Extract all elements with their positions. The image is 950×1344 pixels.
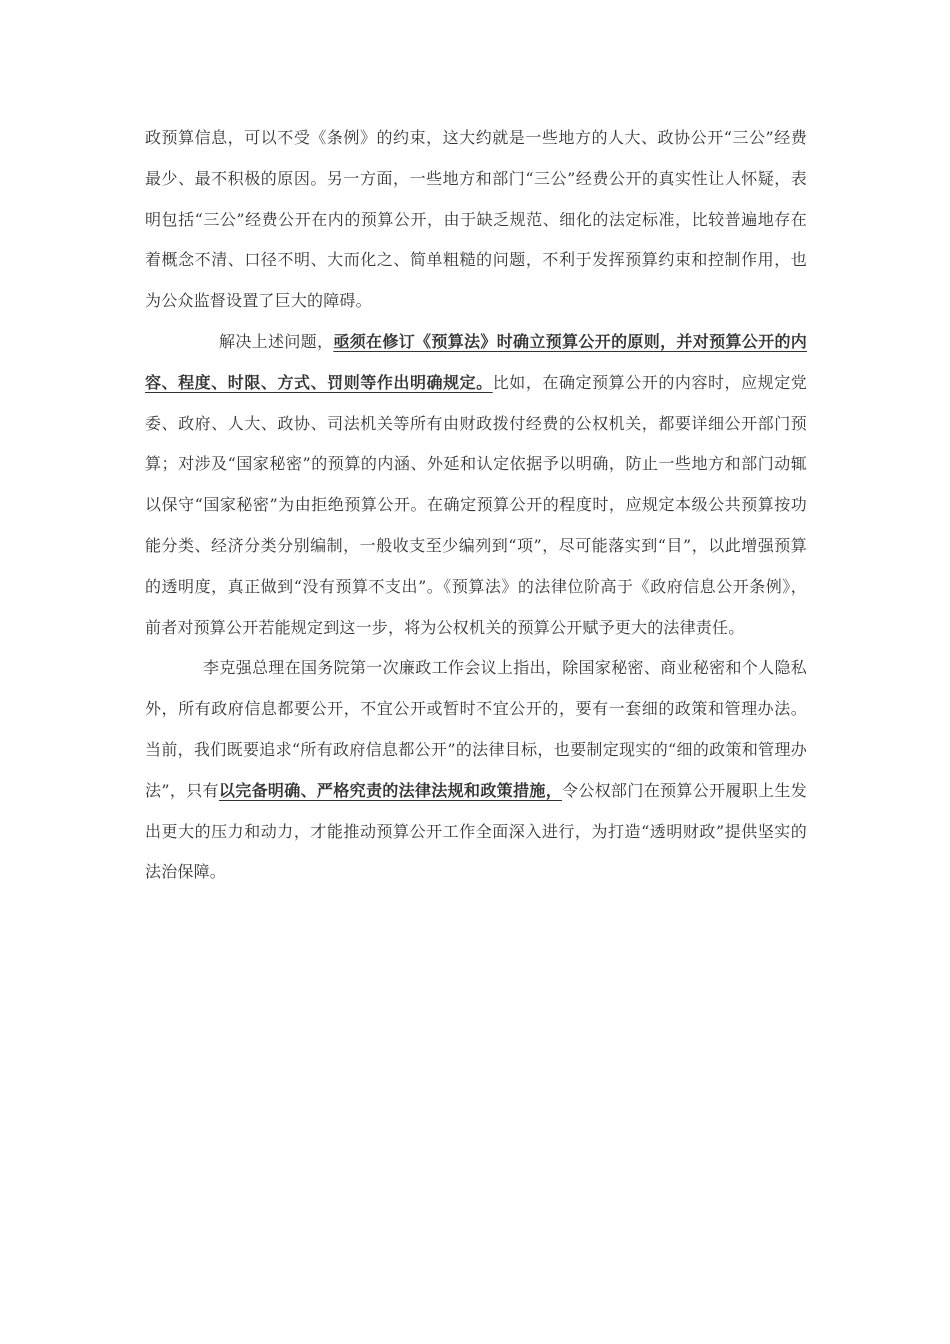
paragraph-2-lead: 解决上述问题，: [219, 331, 334, 351]
paragraph-3-emphasis: 以完备明确、严格究责的法律法规和政策措施，: [218, 780, 563, 800]
paragraph-3-lead: 李克强总理在国务院第一次廉政工作会议上指出，除国家秘密、商业秘密和个人隐私外，所有政府信息都要公开，不宜公开或暂时不宜公开的，要有一套细的政策和管理办法。当前，我们既要追求“所有政府信息都公开”的法律目标，也要制定现实的“细的政策和管理办法”，只有: [145, 658, 807, 800]
paragraph-1-text: 政预算信息，可以不受《条例》的约束，这大约就是一些地方的人大、政协公开“三公”经费最少、最不积极的原因。另一方面，一些地方和部门“三公”经费公开的真实性让人怀疑，表明包括“三公”经费公开在内的预算公开，由于缺乏规范、细化的法定标准，比较普遍地存在着概念不清、口径不明、大而化之、简单粗糙的问题，不利于发挥预算约束和控制作用，也为公众监督设置了巨大的障碍。: [145, 128, 807, 311]
paragraph-2-emphasis: 亟须在修订《预算法》时确立预算公开的原则，并对预算公开的内容、程度、时限、方式、罚则等作出明确规定。: [145, 331, 807, 392]
paragraph-2: [145, 322, 807, 648]
document-body: [145, 118, 807, 893]
paragraph-3-rest: 令公权部门在预算公开履职上生发出更大的压力和动力，才能推动预算公开工作全面深入进行，为打造“透明财政”提供坚实的法治保障。: [145, 780, 807, 882]
paragraph-2-rest: 比如，在确定预算公开的内容时，应规定党委、政府、人大、政协、司法机关等所有由财政拨付经费的公权机关，都要详细公开部门预算；对涉及“国家秘密”的预算的内涵、外延和认定依据予以明确，防止一些地方和部门动辄以保守“国家秘密”为由拒绝预算公开。在确定预算公开的程度时，应规定本级公共预算按功能分类、经济分类分别编制，一般收支至少编列到“项”，尽可能落实到“目”，以此增强预算的透明度，真正做到“没有预算不支出”。《预算法》的法律位阶高于《政府信息公开条例》，前者对预算公开若能规定到这一步，将为公权机关的预算公开赋予更大的法律责任。: [145, 372, 807, 637]
paragraph-1: [145, 118, 807, 322]
paragraph-3: [145, 648, 807, 893]
